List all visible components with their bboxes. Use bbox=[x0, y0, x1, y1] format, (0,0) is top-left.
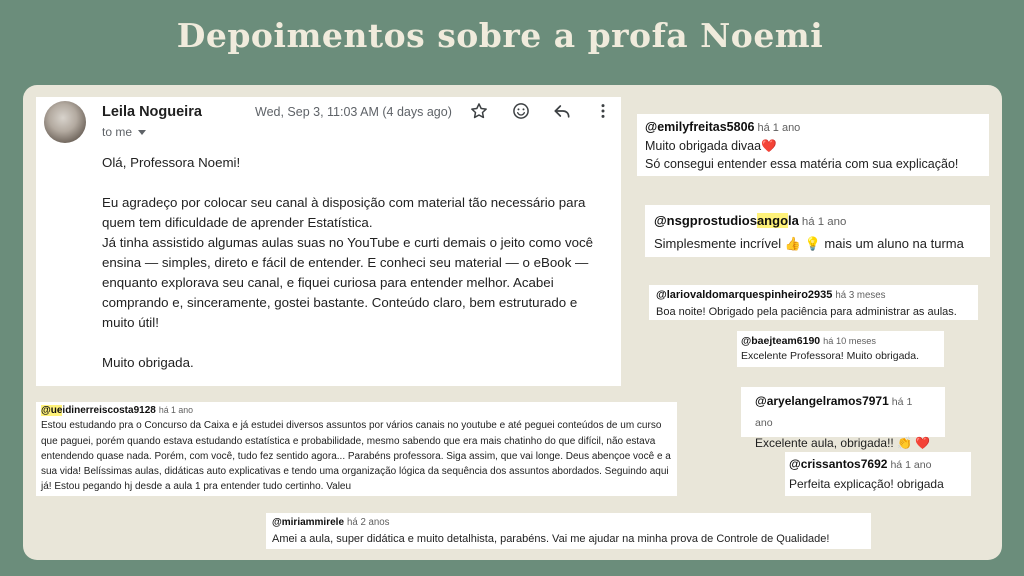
comment-time: há 1 ano bbox=[757, 122, 801, 134]
email-closing: Muito obrigada. bbox=[102, 355, 194, 370]
comment-author[interactable]: @crissantos7692 bbox=[789, 457, 888, 471]
comment-card bbox=[645, 205, 990, 257]
comment-time: há 1 ano bbox=[755, 396, 913, 429]
comment-text: Só consegui entender essa matéria com sua explicação! bbox=[645, 157, 959, 171]
email-recipient[interactable] bbox=[102, 125, 146, 139]
comment-time: há 1 ano bbox=[158, 405, 194, 415]
comment-author[interactable]: @emilyfreitas5806 bbox=[645, 120, 755, 134]
smile-icon[interactable] bbox=[511, 101, 531, 121]
comment-author[interactable] bbox=[654, 213, 799, 228]
comment-time: há 1 ano bbox=[801, 216, 847, 228]
comment-time: há 10 meses bbox=[823, 336, 876, 346]
comment-text: Amei a aula, super didática e muito detalhista, parabéns. Vai me ajudar na minha prova de Controle de Qualidade! bbox=[272, 533, 830, 545]
comment-card bbox=[266, 513, 871, 549]
email-body bbox=[102, 153, 607, 393]
email-card bbox=[36, 97, 621, 386]
clap-heart-emoji-icon: 👏 ❤️ bbox=[897, 436, 931, 450]
author-highlight: @ue bbox=[41, 405, 63, 416]
comment-author[interactable]: @miriammirele bbox=[272, 517, 345, 528]
more-vert-icon[interactable] bbox=[593, 101, 613, 121]
comment-card bbox=[36, 402, 677, 496]
comment-text: Perfeita explicação! obrigada bbox=[789, 477, 944, 491]
star-icon[interactable] bbox=[469, 101, 489, 121]
chevron-down-icon[interactable] bbox=[138, 130, 146, 135]
email-paragraph-1: Eu agradeço por colocar seu canal à disposição com material tão necessário para quem tem dificuldade de aprender Estatística. bbox=[102, 195, 586, 230]
comment-time: há 3 meses bbox=[835, 290, 886, 301]
comment-text: Muito obrigada divaa bbox=[645, 139, 762, 153]
comment-card bbox=[785, 452, 971, 496]
comment-author[interactable]: @baejteam6190 bbox=[741, 335, 821, 347]
comment-card bbox=[737, 331, 944, 367]
email-date: Wed, Sep 3, 11:03 AM (4 days ago) bbox=[255, 105, 452, 119]
comment-text: Estou estudando pra o Concurso da Caixa e já estudei diversos assuntos por vários canais no youtube e até peguei conteúdos de um curso que paguei, porém quando estava estudando estatística e probabilidade, mesmo sabendo que era mais chatinho do que difícil, não estava entendendo quase nada. Porém, com você, tudo fez sentido agora... Parabéns professora. Siga assim, que vai longe. Deus abençoe você e a sua vida! Belíssimas aulas, didáticas auto explicativas e tendo uma organização lógica da sequência dos assuntos abordados. Seguindo aqui já! Estou pegando hj desde a aula 1 pra entender tudo certinho. Valeu bbox=[41, 420, 671, 493]
email-sender[interactable]: Leila Nogueira bbox=[102, 104, 202, 120]
comment-text: mais um aluno na turma bbox=[824, 236, 964, 251]
page-title: Depoimentos sobre a profa Noemi bbox=[176, 16, 824, 55]
avatar[interactable] bbox=[44, 101, 86, 143]
comment-author[interactable]: @aryelangelramos7971 bbox=[755, 394, 889, 408]
author-highlight: ango bbox=[756, 213, 789, 228]
reply-icon[interactable] bbox=[552, 101, 572, 121]
comment-author[interactable] bbox=[41, 405, 156, 416]
author-part: la bbox=[788, 213, 799, 228]
comment-card bbox=[741, 387, 945, 450]
comment-card bbox=[637, 114, 989, 176]
thumbs-up-bulb-emoji-icon: 👍 💡 bbox=[784, 236, 821, 251]
comment-text: Excelente aula, obrigada!! bbox=[755, 436, 894, 450]
email-greeting: Olá, Professora Noemi! bbox=[102, 155, 241, 170]
comment-text: Simplesmente incrível bbox=[654, 236, 782, 251]
recipient-label: to me bbox=[102, 125, 133, 139]
comment-text: Excelente Professora! Muito obrigada. bbox=[741, 350, 920, 362]
comment-author[interactable]: @lariovaldomarquespinheiro2935 bbox=[656, 289, 833, 301]
comment-text: Boa noite! Obrigado pela paciência para administrar as aulas. bbox=[656, 306, 957, 318]
author-part: idinerreiscosta9128 bbox=[62, 405, 156, 416]
comment-card bbox=[649, 285, 978, 320]
comment-time: há 1 ano bbox=[890, 459, 932, 471]
author-part: @nsgprostudios bbox=[654, 213, 757, 228]
email-paragraph-2: Já tinha assistido algumas aulas suas no YouTube e curti demais o jeito como você ensina — simples, direto e fácil de entender. E conheci seu material — o eBook — enquanto explorava seu canal, e fiquei curiosa para entender melhor. Acabei comprando e, sinceramente, gostei bastante. Conteúdo claro, bem estruturado e muito útil! bbox=[102, 235, 594, 330]
comment-time: há 2 anos bbox=[347, 517, 390, 528]
heart-emoji-icon: ❤️ bbox=[761, 139, 777, 153]
